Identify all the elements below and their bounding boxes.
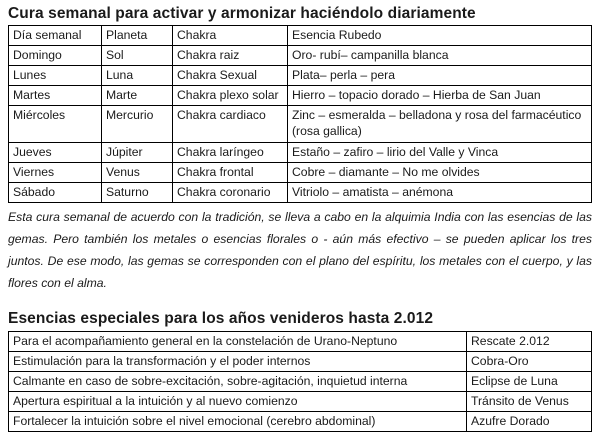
cell-day: Viernes	[9, 163, 102, 183]
cell-day: Jueves	[9, 143, 102, 163]
cell-chakra: Chakra plexo solar	[173, 86, 288, 106]
cell-day: Sábado	[9, 183, 102, 203]
table-row	[9, 392, 592, 412]
weekly-cure-title: Cura semanal para activar y armonizar haciéndolo diariamente	[8, 5, 476, 22]
cell-chakra: Chakra raiz	[173, 46, 288, 66]
cell-day: Domingo	[9, 46, 102, 66]
table-row	[9, 332, 592, 352]
cell-essence: Cobra-Oro	[467, 352, 592, 372]
cell-essence: Azufre Dorado	[467, 412, 592, 432]
table-row	[9, 352, 592, 372]
cell-planet: Marte	[102, 86, 173, 106]
header-day: Día semanal	[9, 26, 102, 46]
cell-essence: Eclipse de Luna	[467, 372, 592, 392]
cell-chakra: Chakra coronario	[173, 183, 288, 203]
cell-essence: Oro- rubí– campanilla blanca	[288, 46, 592, 66]
tradition-note: Esta cura semanal de acuerdo con la tradición, se lleva a cabo en la alquimia India con las esencias de las gemas. Pero también los metales o esencias florales o - aún más efectivo – se pueden aplicar los tres juntos. De ese modo, las gemas se corresponden con el plano del espíritu, los metales con el cuerpo, y las flores con el alma.	[8, 210, 592, 290]
table-row	[9, 412, 592, 432]
cell-essence: Cobre – diamante – No me olvides	[288, 163, 592, 183]
cell-essence: Rescate 2.012	[467, 332, 592, 352]
table-row	[9, 163, 592, 183]
table-row	[9, 106, 592, 143]
cell-day: Martes	[9, 86, 102, 106]
cell-purpose: Apertura espiritual a la intuición y al nuevo comienzo	[9, 392, 467, 412]
cell-planet: Mercurio	[102, 106, 173, 143]
cell-essence: Estaño – zafiro – lirio del Valle y Vinca	[288, 143, 592, 163]
cell-chakra: Chakra frontal	[173, 163, 288, 183]
cell-essence: Zinc – esmeralda – belladona y rosa del farmacéutico (rosa gallica)	[288, 106, 592, 143]
header-chakra: Chakra	[173, 26, 288, 46]
cell-purpose: Calmante en caso de sobre-excitación, sobre-agitación, inquietud interna	[9, 372, 467, 392]
cell-essence: Vitriolo – amatista – anémona	[288, 183, 592, 203]
table-row	[9, 86, 592, 106]
cell-chakra: Chakra laríngeo	[173, 143, 288, 163]
cell-planet: Júpiter	[102, 143, 173, 163]
cell-chakra: Chakra Sexual	[173, 66, 288, 86]
table-row	[9, 66, 592, 86]
cell-planet: Sol	[102, 46, 173, 66]
cell-purpose: Fortalecer la intuición sobre el nivel emocional (cerebro abdominal)	[9, 412, 467, 432]
table-row	[9, 183, 592, 203]
cell-chakra: Chakra cardiaco	[173, 106, 288, 143]
cell-day: Lunes	[9, 66, 102, 86]
cell-day: Miércoles	[9, 106, 102, 143]
table-header-row	[9, 26, 592, 46]
cell-essence: Tránsito de Venus	[467, 392, 592, 412]
cell-purpose: Para el acompañamiento general en la constelación de Urano-Neptuno	[9, 332, 467, 352]
table-row	[9, 143, 592, 163]
cell-planet: Venus	[102, 163, 173, 183]
special-essences-title: Esencias especiales para los años venideros hasta 2.012	[8, 310, 434, 327]
header-planet: Planeta	[102, 26, 173, 46]
cell-planet: Saturno	[102, 183, 173, 203]
table-row	[9, 372, 592, 392]
cell-essence: Plata– perla – pera	[288, 66, 592, 86]
special-essences-table	[8, 331, 592, 432]
cell-planet: Luna	[102, 66, 173, 86]
cell-essence: Hierro – topacio dorado – Hierba de San Juan	[288, 86, 592, 106]
header-essence: Esencia Rubedo	[288, 26, 592, 46]
weekly-cure-table	[8, 25, 592, 203]
table-row	[9, 46, 592, 66]
cell-purpose: Estimulación para la transformación y el poder internos	[9, 352, 467, 372]
